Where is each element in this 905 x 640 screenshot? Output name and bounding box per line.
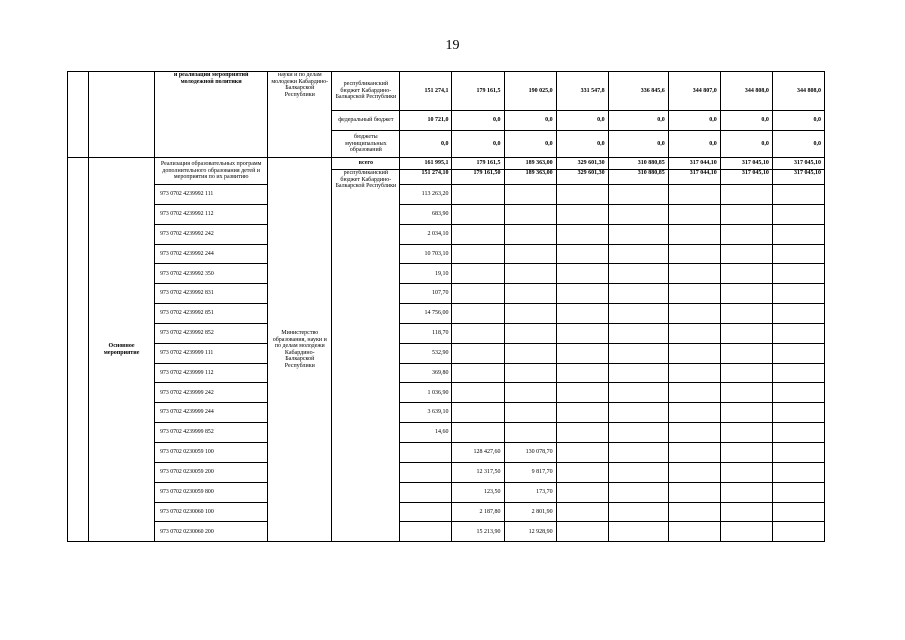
value-cell: 10 721,0: [400, 111, 452, 131]
value-cell: [720, 502, 772, 522]
value-cell: [452, 204, 504, 224]
value-cell: [720, 363, 772, 383]
value-cell: [452, 264, 504, 284]
funding-source: федеральный бюджет: [332, 111, 400, 131]
value-cell: [556, 482, 608, 502]
value-cell: [668, 343, 720, 363]
value-cell: 310 880,85: [608, 158, 668, 170]
value-cell: [504, 383, 556, 403]
value-cell: [720, 284, 772, 304]
budget-code: 973 0702 4239999 852: [155, 423, 268, 443]
value-cell: [772, 204, 824, 224]
value-cell: [556, 343, 608, 363]
value-cell: 123,50: [452, 482, 504, 502]
budget-code: 973 0702 0230059 100: [155, 442, 268, 462]
value-cell: 173,70: [504, 482, 556, 502]
table-row: [68, 442, 825, 462]
value-cell: 10 703,10: [400, 244, 452, 264]
budget-code: 973 0702 4239999 242: [155, 383, 268, 403]
value-cell: [720, 185, 772, 205]
value-cell: [608, 462, 668, 482]
table-row: [68, 284, 825, 304]
value-cell: [772, 502, 824, 522]
value-cell: [452, 284, 504, 304]
value-cell: [608, 304, 668, 324]
value-cell: 2 801,90: [504, 502, 556, 522]
table-row: [68, 423, 825, 443]
value-cell: 190 025,0: [504, 72, 556, 111]
value-cell: [608, 423, 668, 443]
value-cell: [668, 423, 720, 443]
value-cell: 118,70: [400, 323, 452, 343]
value-cell: 19,10: [400, 264, 452, 284]
value-cell: [504, 423, 556, 443]
value-cell: 151 274,10: [400, 170, 452, 185]
measure-name: Реализация образовательных программ дополнительного образования детей и мероприятия по их развитию: [155, 158, 268, 185]
value-cell: [556, 502, 608, 522]
value-cell: [452, 383, 504, 403]
value-cell: 12 317,50: [452, 462, 504, 482]
budget-code: 973 0702 4239992 831: [155, 284, 268, 304]
funding-source: республиканский бюджет Кабардино-Балкарской Республики: [332, 72, 400, 111]
value-cell: [452, 185, 504, 205]
table-row: [68, 72, 825, 111]
value-cell: [720, 383, 772, 403]
value-cell: [452, 343, 504, 363]
number-cell: [68, 158, 89, 542]
value-cell: 2 187,80: [452, 502, 504, 522]
value-cell: [400, 482, 452, 502]
value-cell: [720, 403, 772, 423]
value-cell: [720, 304, 772, 324]
value-cell: 331 547,8: [556, 72, 608, 111]
value-cell: 344 808,0: [720, 72, 772, 111]
value-cell: [608, 323, 668, 343]
value-cell: 113 263,20: [400, 185, 452, 205]
table-row: [68, 502, 825, 522]
value-cell: [720, 323, 772, 343]
executor: науки и по делам молодежи Кабардино-Балкарской Республики: [268, 72, 332, 158]
table-row: [68, 343, 825, 363]
value-cell: [668, 284, 720, 304]
value-cell: 179 161,5: [452, 72, 504, 111]
budget-table: [67, 71, 825, 542]
value-cell: [452, 363, 504, 383]
value-cell: [772, 482, 824, 502]
table-row: [68, 244, 825, 264]
value-cell: 179 161,50: [452, 170, 504, 185]
value-cell: [608, 502, 668, 522]
value-cell: 0,0: [608, 131, 668, 158]
value-cell: [772, 264, 824, 284]
value-cell: 130 078,70: [504, 442, 556, 462]
budget-code: 973 0702 4239992 111: [155, 185, 268, 205]
value-cell: [608, 363, 668, 383]
table-row: [68, 323, 825, 343]
value-cell: [720, 204, 772, 224]
value-cell: 317 045,10: [720, 170, 772, 185]
value-cell: [504, 224, 556, 244]
value-cell: [720, 244, 772, 264]
value-cell: [400, 522, 452, 542]
value-cell: [556, 284, 608, 304]
value-cell: 2 034,10: [400, 224, 452, 244]
value-cell: [668, 482, 720, 502]
value-cell: [608, 403, 668, 423]
value-cell: [720, 442, 772, 462]
table-row: [68, 383, 825, 403]
value-cell: [720, 264, 772, 284]
value-cell: [556, 323, 608, 343]
value-cell: [504, 343, 556, 363]
value-cell: 9 817,70: [504, 462, 556, 482]
page-number: 19: [445, 38, 460, 53]
value-cell: 12 928,90: [504, 522, 556, 542]
value-cell: [452, 323, 504, 343]
budget-code: 973 0702 0230059 200: [155, 462, 268, 482]
table-row: [68, 403, 825, 423]
value-cell: 344 807,0: [668, 72, 720, 111]
value-cell: 329 601,30: [556, 158, 608, 170]
value-cell: [556, 363, 608, 383]
value-cell: [556, 403, 608, 423]
measure-name: и реализации мероприятий молодежной политики: [155, 72, 268, 158]
value-cell: 532,90: [400, 343, 452, 363]
value-cell: [720, 462, 772, 482]
value-cell: [608, 284, 668, 304]
budget-code: 973 0702 4239999 111: [155, 343, 268, 363]
value-cell: [720, 522, 772, 542]
value-cell: 189 363,00: [504, 170, 556, 185]
table-row: [68, 462, 825, 482]
value-cell: [772, 343, 824, 363]
value-cell: 317 045,10: [772, 170, 824, 185]
value-cell: [772, 284, 824, 304]
value-cell: 3 639,10: [400, 403, 452, 423]
value-cell: 128 427,60: [452, 442, 504, 462]
value-cell: [608, 482, 668, 502]
value-cell: [556, 244, 608, 264]
value-cell: [556, 224, 608, 244]
value-cell: [772, 462, 824, 482]
value-cell: [452, 403, 504, 423]
value-cell: 0,0: [720, 131, 772, 158]
table-row: [68, 522, 825, 542]
value-cell: 0,0: [720, 111, 772, 131]
value-cell: [668, 244, 720, 264]
budget-code: 973 0702 0230059 800: [155, 482, 268, 502]
value-cell: [772, 383, 824, 403]
value-cell: [772, 423, 824, 443]
value-cell: 683,90: [400, 204, 452, 224]
value-cell: 0,0: [400, 131, 452, 158]
value-cell: 0,0: [452, 131, 504, 158]
value-cell: 107,70: [400, 284, 452, 304]
value-cell: 151 274,1: [400, 72, 452, 111]
value-cell: [608, 224, 668, 244]
value-cell: 317 045,10: [772, 158, 824, 170]
value-cell: 15 213,90: [452, 522, 504, 542]
budget-code: 973 0702 4239992 244: [155, 244, 268, 264]
value-cell: 179 161,5: [452, 158, 504, 170]
value-cell: [452, 423, 504, 443]
table-row: [68, 158, 825, 170]
value-cell: [608, 244, 668, 264]
value-cell: [720, 482, 772, 502]
value-cell: 0,0: [556, 131, 608, 158]
value-cell: [668, 204, 720, 224]
value-cell: 14 756,00: [400, 304, 452, 324]
value-cell: [772, 363, 824, 383]
value-cell: 0,0: [452, 111, 504, 131]
value-cell: [556, 383, 608, 403]
value-cell: [668, 522, 720, 542]
value-cell: 369,80: [400, 363, 452, 383]
value-cell: [400, 442, 452, 462]
value-cell: [772, 442, 824, 462]
value-cell: [668, 403, 720, 423]
value-cell: [668, 304, 720, 324]
budget-code: 973 0702 4239992 112: [155, 204, 268, 224]
funding-source: республиканский бюджет Кабардино-Балкарской Республики: [332, 170, 400, 542]
value-cell: 0,0: [668, 111, 720, 131]
table-row: [68, 363, 825, 383]
value-cell: [556, 442, 608, 462]
value-cell: 161 995,1: [400, 158, 452, 170]
value-cell: [668, 383, 720, 403]
value-cell: [772, 224, 824, 244]
table-row: [68, 264, 825, 284]
value-cell: [772, 304, 824, 324]
budget-code: 973 0702 0230060 200: [155, 522, 268, 542]
number-cell: [68, 72, 89, 158]
value-cell: [400, 502, 452, 522]
value-cell: [668, 264, 720, 284]
table-row: [68, 204, 825, 224]
value-cell: 0,0: [772, 131, 824, 158]
value-cell: 14,60: [400, 423, 452, 443]
budget-code: 973 0702 4239992 852: [155, 323, 268, 343]
value-cell: [772, 323, 824, 343]
value-cell: [668, 502, 720, 522]
value-cell: [668, 185, 720, 205]
value-cell: [556, 264, 608, 284]
value-cell: [504, 363, 556, 383]
value-cell: 344 808,0: [772, 72, 824, 111]
value-cell: [504, 304, 556, 324]
value-cell: [668, 462, 720, 482]
value-cell: [668, 224, 720, 244]
status-cell: [89, 72, 155, 158]
value-cell: [504, 204, 556, 224]
value-cell: 317 044,10: [668, 170, 720, 185]
budget-code: 973 0702 4239992 350: [155, 264, 268, 284]
funding-source: бюджеты муниципальных образований: [332, 131, 400, 158]
value-cell: 0,0: [504, 131, 556, 158]
value-cell: 0,0: [772, 111, 824, 131]
value-cell: [668, 442, 720, 462]
value-cell: [668, 323, 720, 343]
value-cell: [772, 244, 824, 264]
value-cell: [556, 204, 608, 224]
executor: Министерство образования, науки и по делам молодежи Кабардино-Балкарской Республики: [268, 158, 332, 542]
value-cell: 317 044,10: [668, 158, 720, 170]
budget-code: 973 0702 4239992 242: [155, 224, 268, 244]
value-cell: 1 036,90: [400, 383, 452, 403]
value-cell: 329 601,30: [556, 170, 608, 185]
value-cell: 336 845,6: [608, 72, 668, 111]
value-cell: [608, 343, 668, 363]
value-cell: [668, 363, 720, 383]
value-cell: [452, 304, 504, 324]
value-cell: [504, 244, 556, 264]
value-cell: 0,0: [556, 111, 608, 131]
value-cell: [504, 323, 556, 343]
value-cell: 317 045,10: [720, 158, 772, 170]
value-cell: [556, 522, 608, 542]
value-cell: [772, 522, 824, 542]
value-cell: [556, 462, 608, 482]
status-cell: Основное мероприятие: [89, 158, 155, 542]
value-cell: [556, 304, 608, 324]
value-cell: [400, 462, 452, 482]
value-cell: [608, 264, 668, 284]
value-cell: [504, 264, 556, 284]
budget-code: 973 0702 0230060 100: [155, 502, 268, 522]
value-cell: [504, 185, 556, 205]
value-cell: [608, 185, 668, 205]
value-cell: 189 363,00: [504, 158, 556, 170]
value-cell: [556, 185, 608, 205]
value-cell: [608, 442, 668, 462]
value-cell: [504, 403, 556, 423]
value-cell: 310 880,85: [608, 170, 668, 185]
value-cell: 0,0: [504, 111, 556, 131]
value-cell: 0,0: [608, 111, 668, 131]
table-row: [68, 482, 825, 502]
value-cell: [452, 224, 504, 244]
budget-code: 973 0702 4239999 244: [155, 403, 268, 423]
budget-code: 973 0702 4239999 112: [155, 363, 268, 383]
value-cell: [772, 403, 824, 423]
value-cell: 0,0: [668, 131, 720, 158]
funding-source: всего: [332, 158, 400, 170]
value-cell: [720, 224, 772, 244]
value-cell: [608, 204, 668, 224]
value-cell: [504, 284, 556, 304]
value-cell: [608, 522, 668, 542]
value-cell: [608, 383, 668, 403]
table-row: [68, 224, 825, 244]
value-cell: [772, 185, 824, 205]
value-cell: [720, 343, 772, 363]
value-cell: [452, 244, 504, 264]
budget-code: 973 0702 4239992 851: [155, 304, 268, 324]
value-cell: [720, 423, 772, 443]
table-row: [68, 185, 825, 205]
value-cell: [556, 423, 608, 443]
table-row: [68, 304, 825, 324]
